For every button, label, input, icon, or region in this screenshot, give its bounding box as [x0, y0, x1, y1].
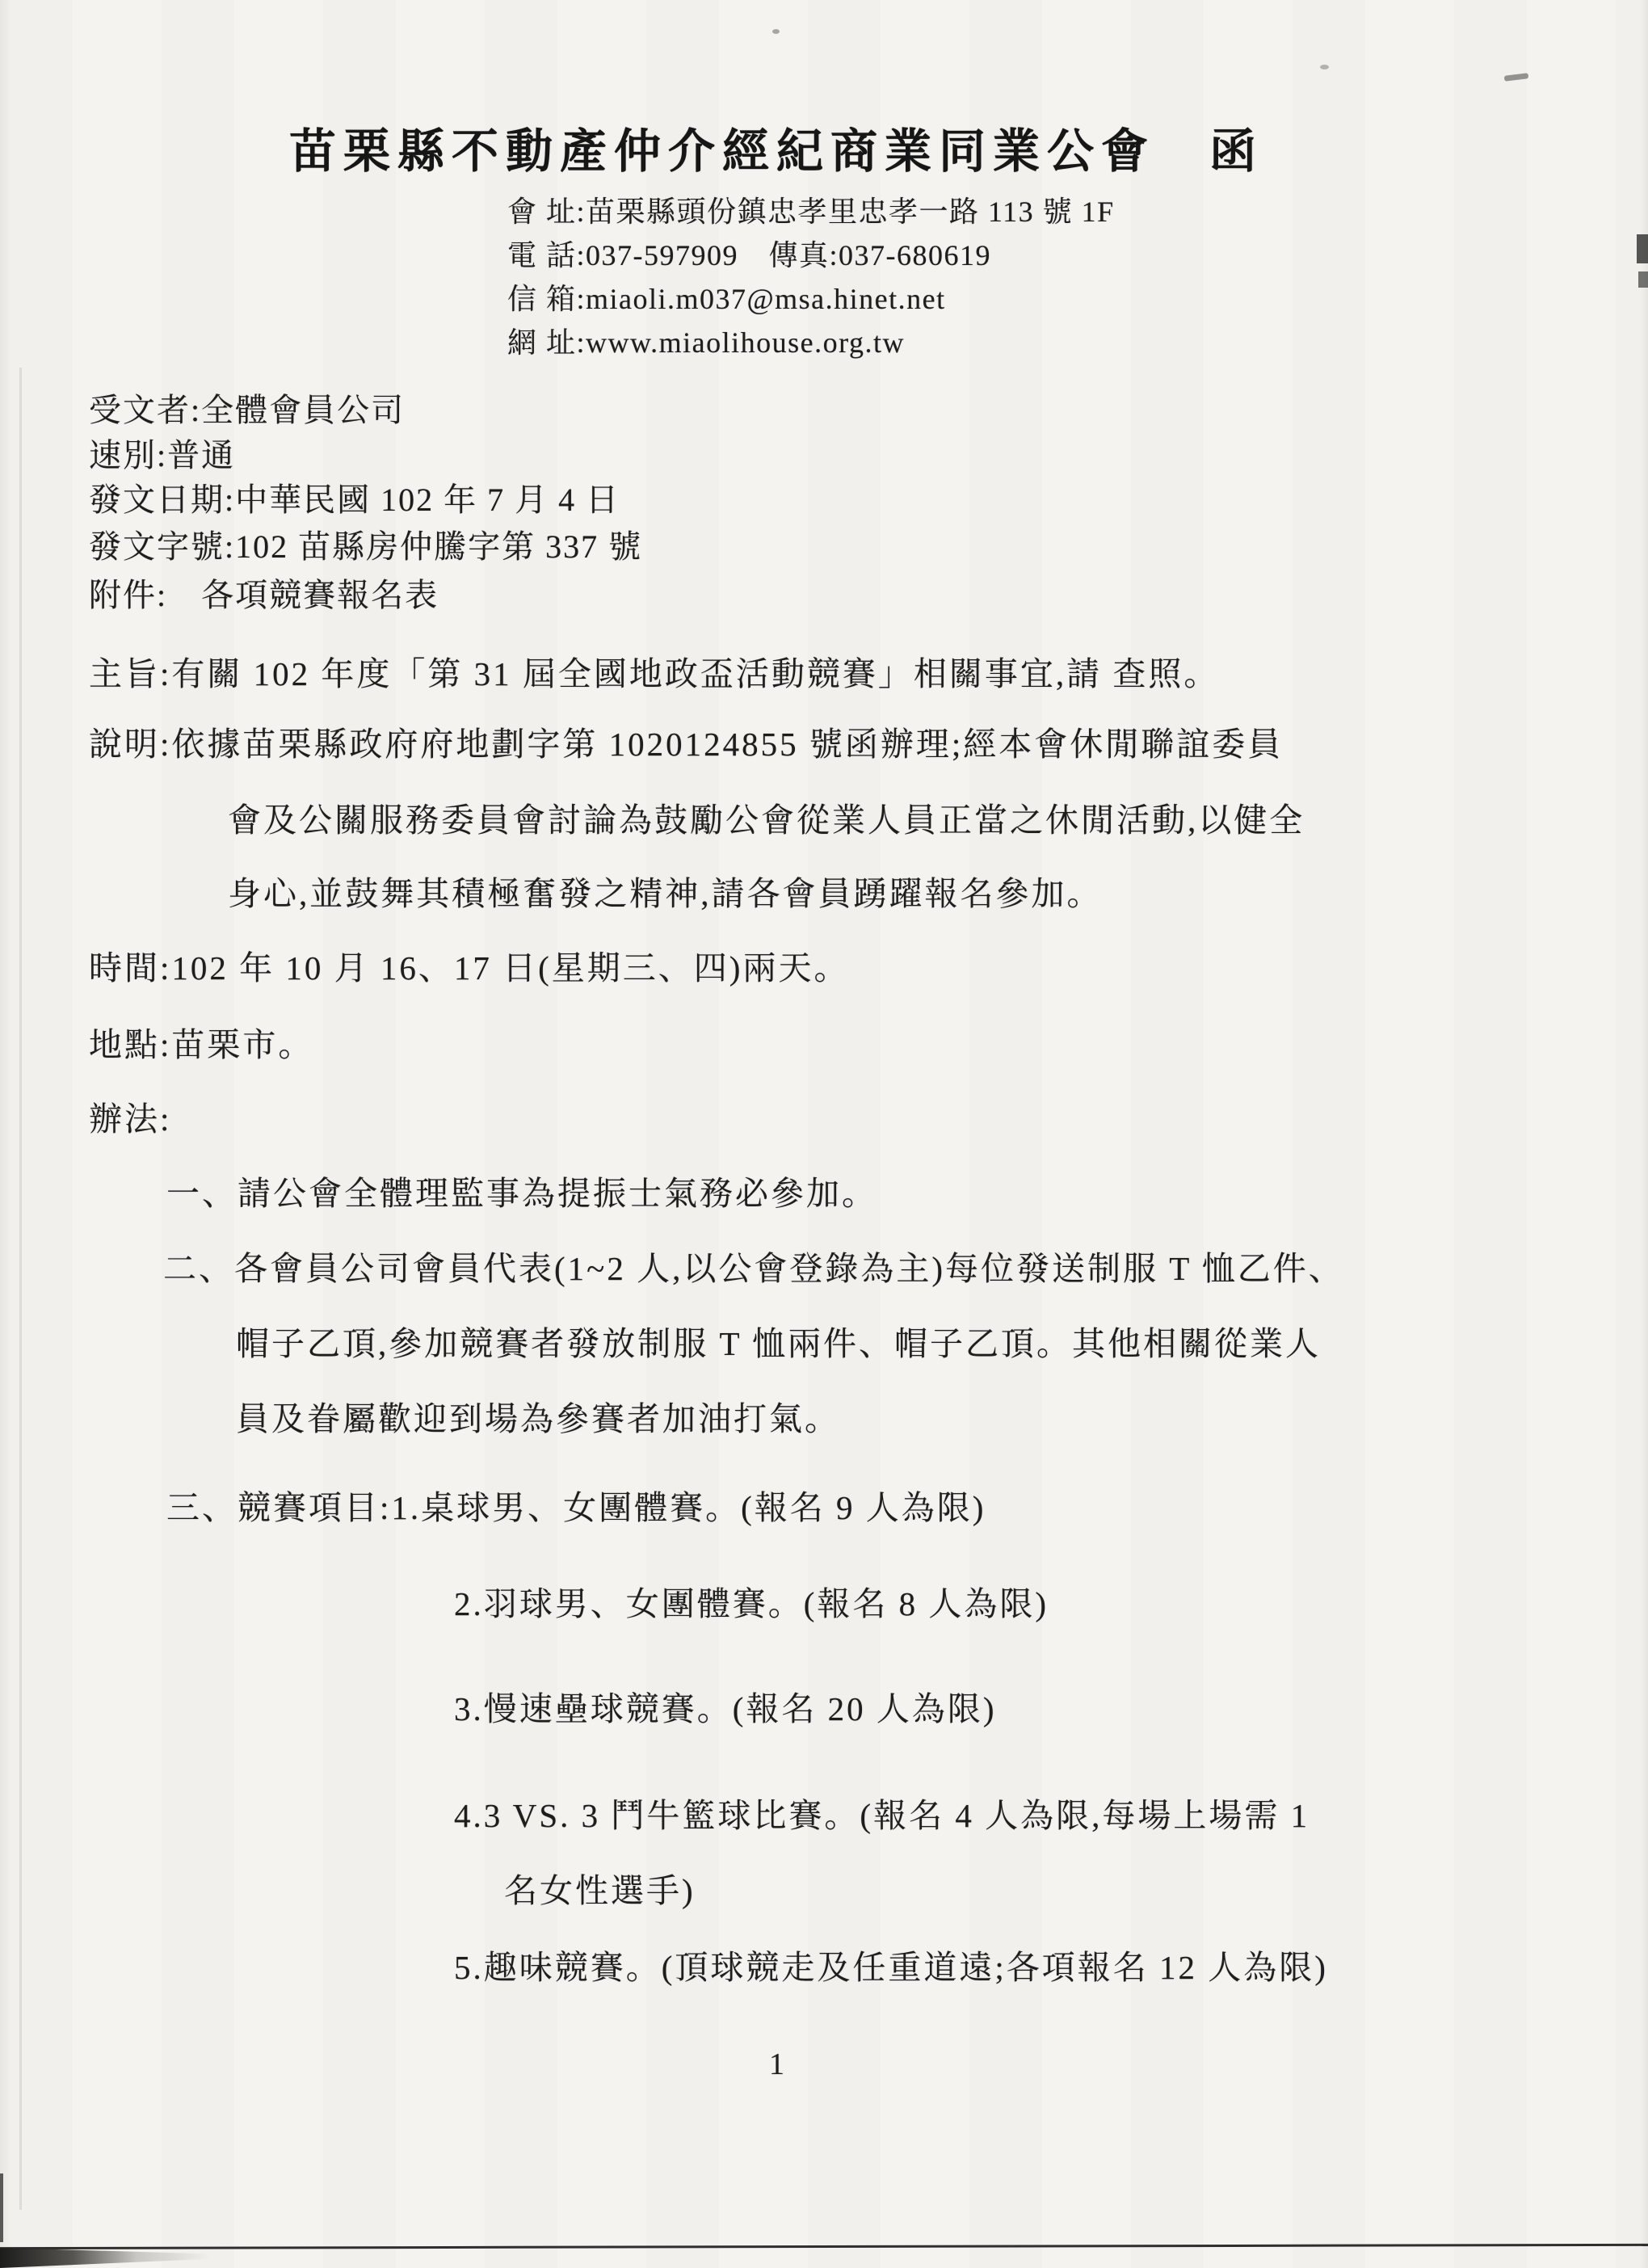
- field-priority: 速別:普通: [89, 437, 236, 473]
- scan-speck: [1320, 65, 1329, 69]
- scan-right-edge-mark: [1637, 234, 1648, 263]
- contact-email: 信 箱:miaoli.m037@msa.hinet.net: [507, 283, 946, 315]
- scan-right-edge-mark: [1638, 271, 1648, 288]
- contact-address: 會 址:苗栗縣頭份鎮忠孝里忠孝一路 113 號 1F: [507, 196, 1115, 228]
- field-reference-number: 發文字號:102 苗縣房仲騰字第 337 號: [89, 528, 643, 565]
- letter-title: 苗栗縣不動產仲介經紀商業同業公會 函: [289, 125, 1264, 178]
- scan-speck: [772, 29, 780, 34]
- method-heading: 辦法:: [89, 1100, 172, 1138]
- scan-bottom-edge-line: [0, 2244, 1648, 2249]
- scan-bottom-left-shadow: [0, 2248, 210, 2268]
- event-3-softball: 3.慢速壘球競賽。(報名 20 人為限): [454, 1690, 997, 1727]
- field-recipient: 受文者:全體會員公司: [89, 392, 406, 428]
- description-line-1: 說明:依據苗栗縣政府府地劃字第 1020124855 號函辦理;經本會休閒聯誼委員: [89, 726, 1284, 763]
- description-line-2: 會及公關服務委員會討論為鼓勵公會從業人員正當之休閒活動,以健全: [228, 802, 1305, 839]
- method-item-1: 一、請公會全體理監事為提振士氣務必參加。: [166, 1175, 877, 1212]
- page-number: 1: [769, 2047, 784, 2081]
- method-item-2: 二、各會員公司會員代表(1~2 人,以公會登錄為主)每位發送制服 T 恤乙件、: [163, 1250, 1344, 1287]
- subject-line: 主旨:有關 102 年度「第 31 屆全國地政盃活動競賽」相關事宜,請 查照。: [89, 655, 1220, 692]
- event-5-fun-games: 5.趣味競賽。(頂球競走及任重道遠;各項報名 12 人為限): [454, 1949, 1328, 1986]
- event-4-basketball: 4.3 VS. 3 鬥牛籃球比賽。(報名 4 人為限,每場上場需 1: [454, 1797, 1310, 1834]
- scan-left-edge-mark: [0, 2173, 3, 2242]
- event-4-basketball-cont: 名女性選手): [504, 1872, 696, 1909]
- contact-phone-fax: 電 話:037-597909 傳真:037-680619: [507, 239, 991, 271]
- contact-website: 網 址:www.miaolihouse.org.tw: [507, 326, 905, 359]
- location-line: 地點:苗栗市。: [89, 1026, 314, 1063]
- description-line-3: 身心,並鼓舞其積極奮發之精神,請各會員踴躍報名參加。: [228, 875, 1103, 912]
- method-item-2-cont-2: 員及眷屬歡迎到場為參賽者加油打氣。: [236, 1400, 840, 1437]
- time-line: 時間:102 年 10 月 16、17 日(星期三、四)兩天。: [89, 949, 850, 987]
- event-2-badminton: 2.羽球男、女團體賽。(報名 8 人為限): [454, 1585, 1049, 1622]
- scan-left-crease: [19, 368, 22, 2210]
- scan-dash-mark: [1504, 73, 1529, 82]
- field-issue-date: 發文日期:中華民國 102 年 7 月 4 日: [89, 482, 620, 518]
- method-item-3-event-1: 三、競賽項目:1.桌球男、女團體賽。(報名 9 人為限): [166, 1489, 986, 1526]
- field-attachment: 附件: 各項競賽報名表: [89, 577, 439, 613]
- method-item-2-cont-1: 帽子乙頂,參加競賽者發放制服 T 恤兩件、帽子乙頂。其他相關從業人: [236, 1325, 1322, 1362]
